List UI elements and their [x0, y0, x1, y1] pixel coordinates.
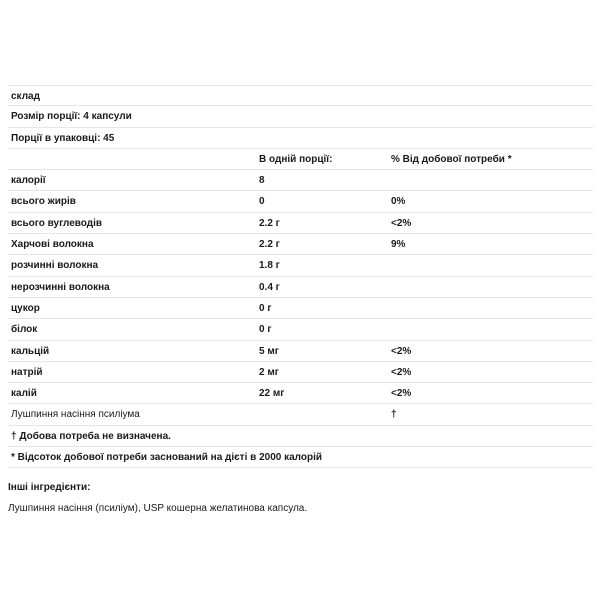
servings-per-container: Порції в упаковці: 45 [11, 132, 115, 144]
table-row [8, 191, 593, 212]
nutrient-amount: 22 мг [259, 388, 285, 400]
nutrient-name: кальцій [11, 345, 50, 357]
nutrient-daily-value: 9% [391, 239, 406, 251]
nutrient-amount: 0 г [259, 324, 272, 336]
table-row [8, 341, 593, 362]
nutrient-daily-value: 0% [391, 196, 406, 208]
footnote-dagger-row [8, 426, 593, 447]
nutrient-name: білок [11, 324, 38, 336]
nutrient-name: калорії [11, 175, 46, 187]
table-title: склад [11, 91, 40, 102]
nutrient-name: цукор [11, 302, 40, 314]
daily-value-header: % Від добової потреби * [391, 153, 512, 165]
other-ingredients-text: Лушпиння насіння (псиліум), USP кошерна желатинова капсула. [8, 503, 308, 514]
nutrient-daily-value: <2% [391, 388, 412, 400]
table-row [8, 234, 593, 255]
nutrient-amount: 5 мг [259, 345, 279, 357]
nutrient-amount: 0.4 г [259, 281, 280, 293]
table-row [8, 319, 593, 340]
nutrient-name: всього вуглеводів [11, 217, 103, 229]
table-row [8, 362, 593, 383]
table-row [8, 277, 593, 298]
nutrient-amount: 0 г [259, 302, 272, 314]
column-header-row [8, 149, 593, 170]
nutrient-name: Харчові волокна [11, 239, 94, 251]
nutrient-daily-value: <2% [391, 217, 412, 229]
nutrient-daily-value: † [391, 409, 397, 421]
nutrient-daily-value: <2% [391, 366, 412, 378]
servings-per-container-row [8, 128, 593, 149]
nutrient-name: натрій [11, 366, 43, 378]
nutrient-name: Лушпиння насіння псиліума [11, 409, 140, 421]
table-row [8, 404, 593, 425]
per-serving-header: В одній порції: [259, 153, 333, 165]
nutrient-name: нерозчинні волокна [11, 281, 110, 293]
table-row [8, 255, 593, 276]
nutrient-amount: 2.2 г [259, 239, 280, 251]
table-row [8, 213, 593, 234]
nutrient-name: всього жирів [11, 196, 76, 208]
supplement-facts-table [8, 85, 593, 468]
footnote-asterisk: * Відсоток добової потреби заснований на дієті в 2000 калорій [11, 452, 323, 464]
nutrient-amount: 2.2 г [259, 217, 280, 229]
footnote-dagger: † Добова потреба не визначена. [11, 430, 171, 442]
table-row [8, 383, 593, 404]
table-title-row [8, 85, 593, 106]
nutrient-amount: 0 [259, 196, 265, 208]
nutrient-daily-value: <2% [391, 345, 412, 357]
other-ingredients [8, 477, 593, 519]
table-row [8, 298, 593, 319]
nutrient-name: розчинні волокна [11, 260, 99, 272]
serving-size: Розмір порції: 4 капсули [11, 111, 132, 123]
nutrient-amount: 1.8 г [259, 260, 280, 272]
footnote-asterisk-row [8, 447, 593, 468]
nutrient-name: калій [11, 388, 37, 400]
table-row [8, 170, 593, 191]
serving-size-row [8, 106, 593, 127]
nutrient-amount: 2 мг [259, 366, 279, 378]
other-ingredients-title: Інші інгредієнти: [8, 482, 91, 493]
nutrient-amount: 8 [259, 175, 265, 187]
